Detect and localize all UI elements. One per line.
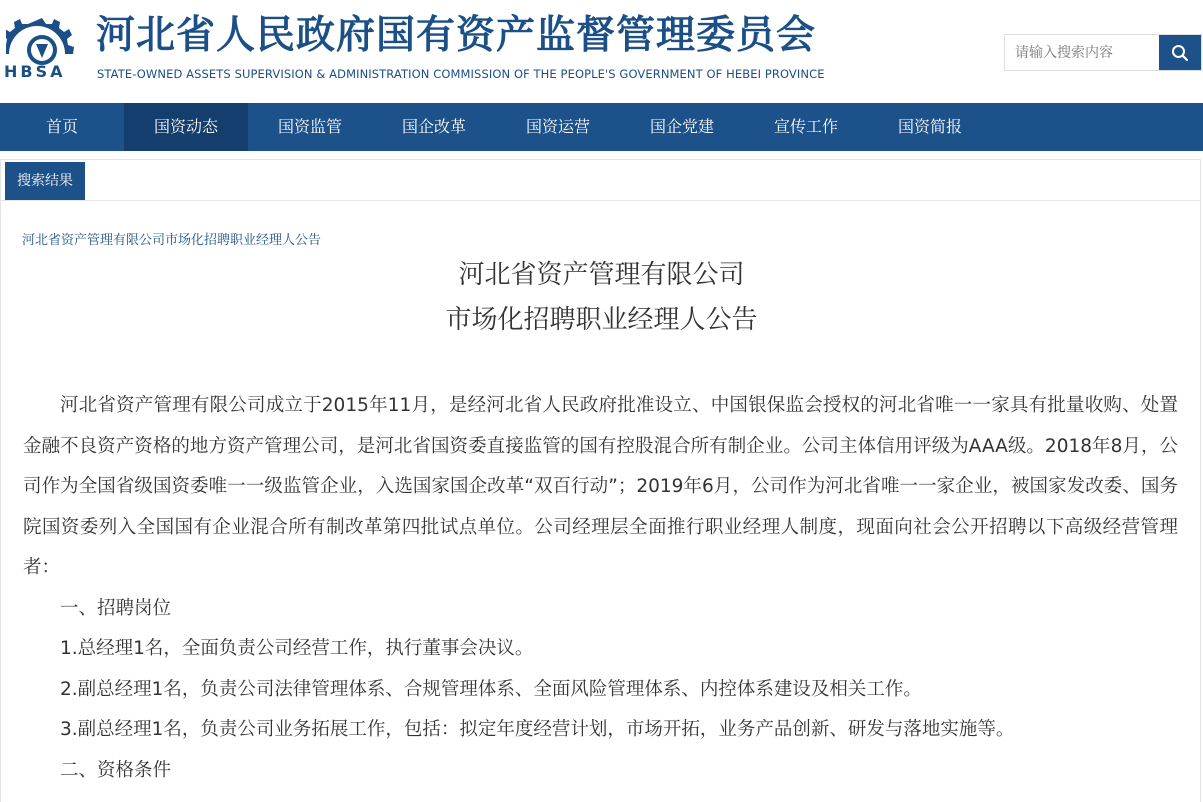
nav-item-operation[interactable]: 国资运营 — [525, 117, 590, 136]
nav-item-publicity[interactable]: 宣传工作 — [773, 117, 838, 136]
article-paragraph: 1.总经理1名，全面负责公司经营工作，执行董事会决议。 — [60, 638, 534, 659]
tab-bar — [0, 159, 1201, 201]
nav-item-briefing[interactable]: 国资简报 — [897, 117, 962, 136]
section-heading: 二、资格条件 — [60, 759, 172, 781]
article-body — [23, 386, 1178, 791]
logo-text: HBSA — [4, 62, 66, 81]
section-heading: 一、招聘岗位 — [60, 597, 172, 619]
article-paragraph: 3.副总经理1名，负责公司业务拓展工作，包括：拟定年度经营计划，市场开拓，业务产品创新、研发与落地实施等。 — [60, 719, 1015, 740]
search-icon — [1171, 44, 1189, 62]
search-input[interactable] — [1005, 35, 1159, 70]
site-subtitle: STATE-OWNED ASSETS SUPERVISION & ADMINISTRATION COMMISSION OF THE PEOPLE'S GOVERNMENT OF HEBEI PROVINCE — [97, 67, 825, 81]
nav-item-reform[interactable]: 国企改革 — [401, 117, 466, 136]
tab-search-results[interactable]: 搜索结果 — [5, 162, 85, 200]
search-button[interactable] — [1159, 35, 1201, 70]
article-container — [0, 201, 1201, 802]
search-box — [1004, 34, 1202, 71]
nav-item-home[interactable]: 首页 — [45, 117, 78, 136]
main-nav — [0, 103, 1203, 151]
nav-item-party[interactable]: 国企党建 — [649, 117, 714, 136]
article-title-line2: 市场化招聘职业经理人公告 — [445, 305, 758, 335]
article-paragraph: 河北省资产管理有限公司成立于2015年11月，是经河北省人民政府批准设立、中国银保监会授权的河北省唯一一家具有批量收购、处置金融不良资产资格的地方资产管理公司，是河北省国资委直接监管的国有控股混合所有制企业。公司主体信用评级为AAA级。2018年8月，公司作为全国省级国资委唯一一级监管企业，入选国家国企改革“双百行动”；2019年6月，公司作为河北省唯一一家企业，被国家发改委、国务院国资委列入全国国有企业混合所有制改革第四批试点单位。公司经理层全面推行职业经理人制度，现面向社会公开招聘以下高级经营管理者： — [23, 395, 1178, 578]
site-header — [0, 0, 1203, 103]
nav-item-news[interactable]: 国资动态 — [124, 103, 248, 151]
article-paragraph: 2.副总经理1名，负责公司法律管理体系、合规管理体系、全面风险管理体系、内控体系建设及相关工作。 — [60, 678, 922, 700]
breadcrumb[interactable]: 河北省资产管理有限公司市场化招聘职业经理人公告 — [22, 233, 322, 248]
site-title[interactable]: 河北省人民政府国有资产监督管理委员会 — [96, 13, 817, 58]
article-title-line1: 河北省资产管理有限公司 — [458, 260, 745, 290]
nav-item-supervision[interactable]: 国资监管 — [277, 117, 342, 136]
